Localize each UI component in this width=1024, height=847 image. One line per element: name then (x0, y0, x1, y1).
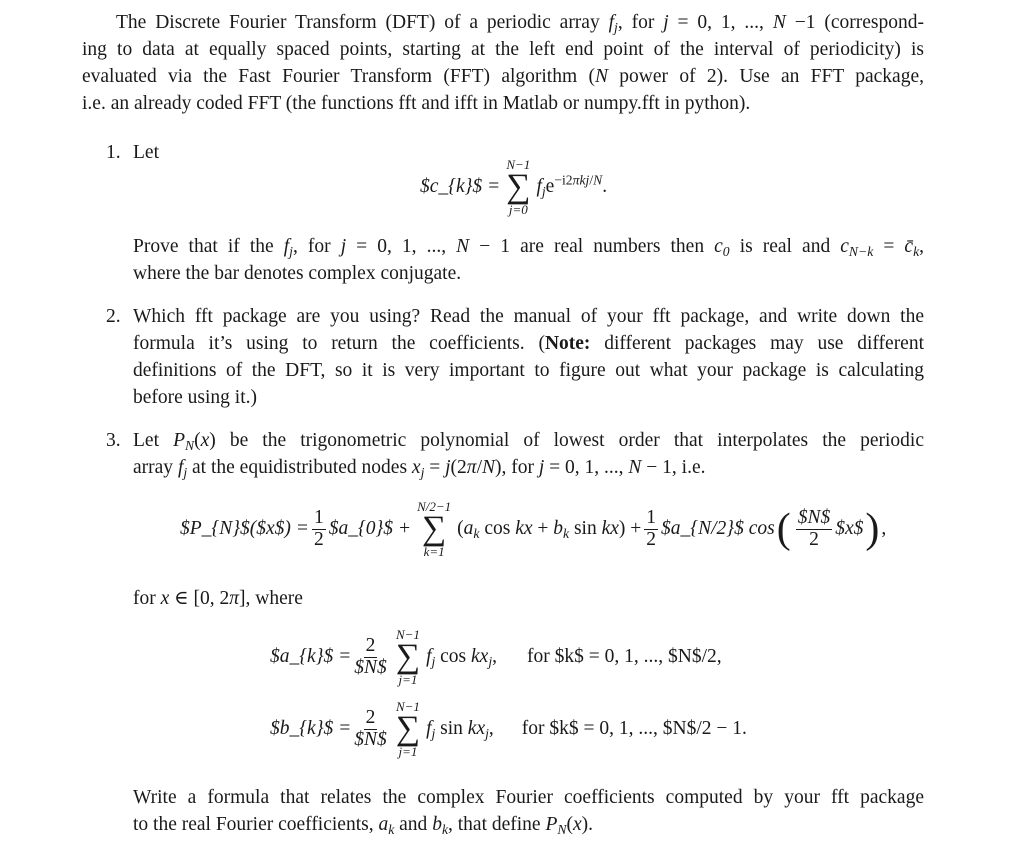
denominator: 2 (646, 528, 657, 550)
formula-condition: for $k$ = 0, 1, ..., $N$/2 − 1. (521, 718, 747, 739)
item1-line: where the bar denotes complex conjugate. (133, 263, 462, 284)
item-number: 3. (106, 430, 121, 451)
sigma-icon: ∑ (395, 638, 421, 675)
formula-body: $f_je^{-i2\pi kj/N}$. (536, 172, 608, 200)
item-number: 2. (106, 306, 121, 327)
item2-line: definitions of the DFT, so it is very important to figure out what your package is calculating (133, 360, 924, 381)
item1-line: Prove that if the $f_j$, for j = 0, 1, ..., N − 1 are real numbers then $c_0$ is real and $c_{N-k}$ = $c̄_k$, (133, 236, 924, 260)
summation (396, 628, 420, 686)
numerator: 2 (365, 635, 376, 657)
fraction (354, 636, 387, 678)
formula-lhs: $a_{k}$ = (270, 646, 352, 667)
sigma-icon: ∑ (395, 710, 421, 747)
interpolant-formula (180, 500, 886, 558)
item2-line: formula it’s using to return the coefficients. (Note: different packages may use different (133, 333, 924, 354)
aN2-term: $a_{N/2}$ cos (661, 518, 775, 539)
right-paren: ) (865, 506, 880, 552)
sum-upper: N−1 (395, 627, 420, 642)
intro-line: i.e. an already coded FFT (the functions fft and ifft in Matlab or numpy.fft in python). (82, 93, 751, 114)
sum-lower: j=0 (508, 202, 528, 217)
formula-tail: , (881, 518, 887, 539)
numerator: $N$ (797, 507, 831, 529)
intro-line: ing to data at equally spaced points, starting at the left end point of the interval of periodicity) is (82, 39, 924, 60)
intro-line: The Discrete Fourier Transform (DFT) of a periodic array $f_j$, for j = 0, 1, ..., N −1 (correspond- (116, 12, 924, 36)
fraction (644, 508, 658, 550)
denominator: 2 (809, 528, 819, 550)
sum-upper: N−1 (395, 699, 420, 714)
sum-upper: N−1 (506, 157, 531, 172)
left-paren: ( (776, 506, 791, 552)
item3-line: Let $P_N(x)$ be the trigonometric polynomial of lowest order that interpolates the periodic (133, 430, 924, 454)
sum-upper: N/2−1 (417, 499, 452, 514)
sigma-icon: ∑ (422, 510, 447, 547)
item-number: 1. (106, 142, 121, 163)
bk-formula (270, 700, 747, 758)
formula-condition: for $k$ = 0, 1, ..., $N$/2, (527, 646, 722, 667)
fraction (796, 508, 833, 550)
fraction (312, 508, 326, 550)
item3-final-line: to the real Fourier coefficients, $a_k$ and $b_k$, that define $P_N(x)$. (133, 814, 594, 838)
formula-lhs: $P_{N}$($x$) = (180, 518, 309, 539)
sigma-icon: ∑ (506, 168, 531, 205)
summation (506, 158, 530, 216)
where-line: for x ∈ [0, 2π], where (133, 588, 303, 609)
sum-lower: j=1 (398, 744, 418, 759)
denominator: $N$ (354, 656, 387, 678)
fraction (354, 708, 387, 750)
formula-body: $f_j$ $\sin kx_j$, (426, 718, 494, 742)
denominator: 2 (313, 528, 324, 550)
numerator: 1 (646, 507, 657, 529)
formula-lhs: $b_{k}$ = (270, 718, 352, 739)
summation (396, 700, 420, 758)
formula-body: $f_j$ $\cos kx_j$, (426, 646, 498, 670)
sum-lower: k=1 (423, 544, 445, 559)
dft-formula (420, 158, 607, 216)
item-lead: Let (133, 142, 159, 163)
numerator: 2 (365, 707, 376, 729)
formula-lhs: $c_{k}$ = (420, 176, 501, 197)
a0-term: $a_{0}$ + (328, 518, 412, 539)
item3-line: array $f_j$ at the equidistributed nodes $x_j = j(2\pi/N)$, for j = 0, 1, ..., N − 1, i.e. (133, 457, 706, 481)
ak-formula (270, 628, 722, 686)
arg-x: $x$ (835, 518, 864, 539)
item2-line: before using it.) (133, 387, 258, 408)
summation (417, 500, 451, 558)
sum-lower: j=1 (398, 672, 418, 687)
formula-body: ($a_k$ cos kx + $b_k$ sin kx) + (457, 518, 642, 542)
numerator: 1 (313, 507, 324, 529)
item3-final-line: Write a formula that relates the complex Fourier coefficients computed by your fft package (133, 787, 924, 808)
denominator: $N$ (354, 728, 387, 750)
intro-line: evaluated via the Fast Fourier Transform (FFT) algorithm (N power of 2). Use an FFT package, (82, 66, 924, 87)
item2-line: Which fft package are you using? Read the manual of your fft package, and write down the (133, 306, 924, 327)
